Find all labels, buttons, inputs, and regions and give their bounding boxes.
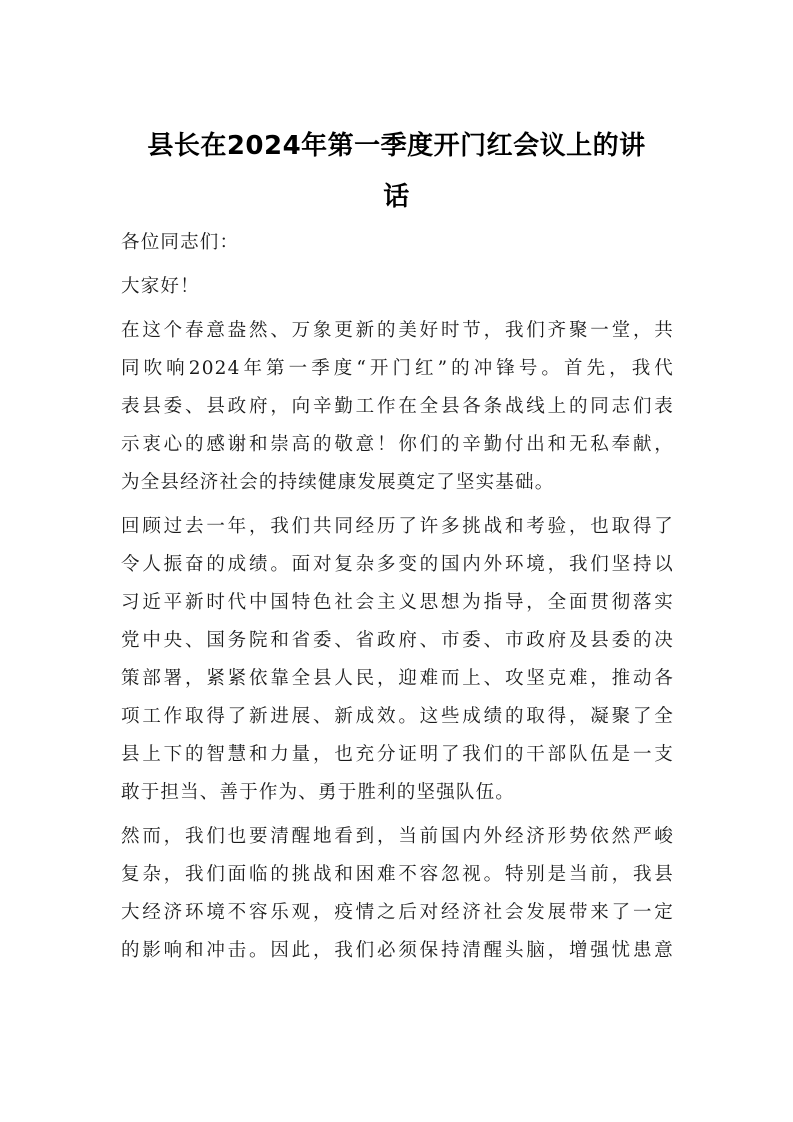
paragraph-line: 敢于担当、善于作为、勇于胜利的坚强队伍。 xyxy=(121,782,516,803)
paragraph-line: 令人振奋的成绩。面对复杂多变的国内外环境，我们坚持以 xyxy=(121,554,674,575)
paragraph-line: 同吹响2024年第一季度“开门红”的冲锋号。首先，我代 xyxy=(121,358,674,379)
paragraph-line: 回顾过去一年，我们共同经历了许多挑战和考验，也取得了 xyxy=(121,516,674,537)
paragraph-line: 的影响和冲击。因此，我们必须保持清醒头脑，增强忧患意 xyxy=(121,940,674,961)
paragraph-line: 习近平新时代中国特色社会主义思想为指导，全面贯彻落实 xyxy=(121,592,674,613)
paragraph-line: 策部署，紧紧依靠全县人民，迎难而上、攻坚克难，推动各 xyxy=(121,668,674,689)
title-line-2: 话 xyxy=(383,182,410,212)
paragraph-2 xyxy=(121,508,674,812)
title-line-1: 县长在2024年第一季度开门红会议上的讲 xyxy=(147,131,646,161)
paragraph-line: 大经济环境不容乐观，疫情之后对经济社会发展带来了一定 xyxy=(121,902,674,923)
document-title xyxy=(105,121,688,223)
paragraph-line: 县上下的智慧和力量，也充分证明了我们的干部队伍是一支 xyxy=(121,744,674,765)
salutation: 大家好！ xyxy=(121,276,200,297)
paragraph-line: 复杂，我们面临的挑战和困难不容忽视。特别是当前，我县 xyxy=(121,864,674,885)
paragraph-1 xyxy=(121,312,674,502)
paragraph-line: 在这个春意盎然、万象更新的美好时节，我们齐聚一堂，共 xyxy=(121,320,674,341)
paragraph-line: 项工作取得了新进展、新成效。这些成绩的取得，凝聚了全 xyxy=(121,706,674,727)
paragraph-line: 表县委、县政府，向辛勤工作在全县各条战线上的同志们表 xyxy=(121,396,674,417)
paragraph-line: 党中央、国务院和省委、省政府、市委、市政府及县委的决 xyxy=(121,630,674,651)
paragraph-line: 为全县经济社会的持续健康发展奠定了坚实基础。 xyxy=(121,472,555,493)
paragraph-line: 示衷心的感谢和崇高的敬意！你们的辛勤付出和无私奉献， xyxy=(121,434,674,455)
paragraph-3 xyxy=(121,818,674,970)
greeting: 各位同志们： xyxy=(121,232,240,253)
paragraph-line: 然而，我们也要清醒地看到，当前国内外经济形势依然严峻 xyxy=(121,826,674,847)
document-body xyxy=(121,224,674,970)
